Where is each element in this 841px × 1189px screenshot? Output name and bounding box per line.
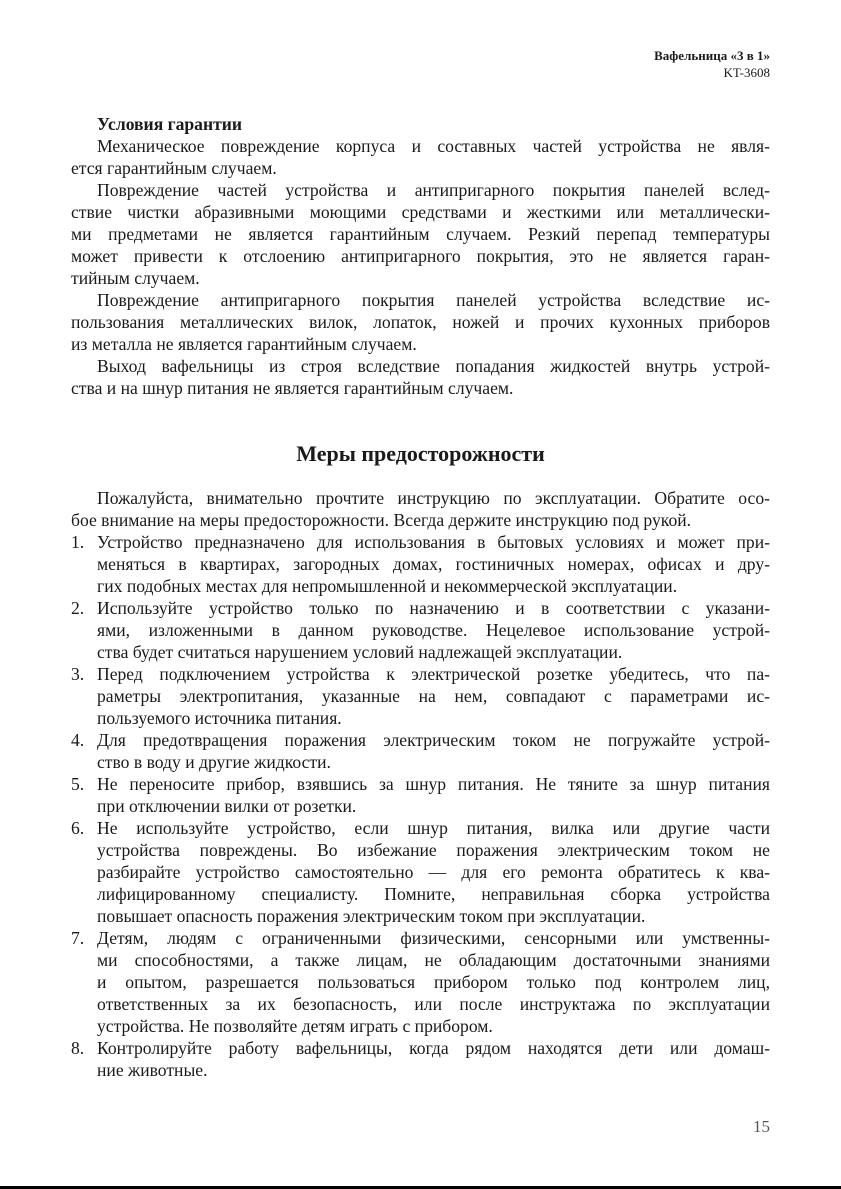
text-line: ние животные. [97,1060,208,1080]
precautions-intro [71,487,770,531]
precautions-title: Меры предосторожности [296,441,545,466]
text-line: пользуемого источника питания. [97,708,342,728]
text-line: Механическое повреждение корпуса и составных частей устройства не явля- [97,136,770,156]
precaution-item [71,927,770,1037]
text-line: лифицированному специалисту. Помните, неправильная сборка устройства [97,884,770,904]
text-line: Не переносите прибор, взявшись за шнур питания. Не тяните за шнур питания [97,774,770,794]
text-line: Детям, людям с ограниченными физическими, сенсорными или умственны- [97,928,770,948]
text-line: Выход вафельницы из строя вследствие попадания жидкостей внутрь устрой- [97,356,770,376]
warranty-paragraph [71,289,770,355]
text-line: Устройство предназначено для использования в бытовых условиях и может при- [97,532,770,552]
text-line: Не используйте устройство, если шнур питания, вилка или другие части [97,818,770,838]
precaution-item [71,817,770,927]
precautions-list [71,531,770,1081]
text-line: и опытом, разрешается пользоваться прибором только под контролем лиц, [97,972,770,992]
text-line: ями, изложенными в данном руководстве. Нецелевое использование устрой- [97,620,770,640]
text-line: ства будет считаться нарушением условий надлежащей эксплуатации. [97,642,623,662]
text-line: Контролируйте работу вафельницы, когда рядом находятся дети или домаш- [97,1038,770,1058]
text-line: ствие чистки абразивными моющими средствами и жесткими или металлически- [71,202,770,222]
text-line: Перед подключением устройства к электрической розетке убедитесь, что па- [97,664,770,684]
text-line: разбирайте устройство самостоятельно — для его ремонта обратитесь к ква- [97,862,770,882]
precaution-item [71,1037,770,1081]
text-line: ми предметами не является гарантийным случаем. Резкий перепад температуры [71,224,770,244]
item-number: 8. [71,1038,85,1058]
text-line: ми способностями, а также лицам, не обладающим достаточными знаниями [97,950,770,970]
item-number: 4. [71,730,85,750]
text-line: устройства повреждены. Во избежание поражения электрическим током не [97,840,770,860]
item-number: 5. [71,774,85,794]
text-line: бое внимание на меры предосторожности. Всегда держите инструкцию под рукой. [71,510,692,530]
precaution-item [71,531,770,597]
text-line: ответственных за их безопасность, или после инструктажа по эксплуатации [97,994,770,1014]
item-number: 6. [71,818,85,838]
text-line: при отключении вилки от розетки. [97,796,357,816]
precaution-item [71,729,770,773]
text-line: повышает опасность поражения электрическим током при эксплуатации. [97,906,646,926]
item-number: 2. [71,598,85,618]
warranty-paragraph [71,355,770,399]
text-line: пользования металлических вилок, лопаток, ножей и прочих кухонных приборов [71,312,770,332]
text-line: Повреждение частей устройства и антипригарного покрытия панелей вслед- [97,180,770,200]
precaution-item [71,597,770,663]
text-line: Используйте устройство только по назначению и в соответствии с указани- [97,598,770,618]
running-header [654,47,770,81]
item-number: 1. [71,532,85,552]
warranty-paragraph [71,135,770,179]
header-model-number: KT-3608 [723,65,770,80]
header-product-name: Вафельница «3 в 1» [654,48,770,63]
page-content [71,113,770,1081]
warranty-title: Условия гарантии [97,114,243,134]
precaution-item [71,773,770,817]
warranty-paragraph [71,179,770,289]
item-number: 7. [71,928,85,948]
text-line: Для предотвращения поражения электрическим током не погружайте устрой- [97,730,770,750]
text-line: ство в воду и другие жидкости. [97,752,331,772]
text-line: Пожалуйста, внимательно прочтите инструкцию по эксплуатации. Обратите осо- [97,488,770,508]
item-number: 3. [71,664,85,684]
page-number: 15 [753,1117,770,1136]
text-line: ется гарантийным случаем. [71,158,277,178]
text-line: из металла не является гарантийным случаем. [71,334,417,354]
precaution-item [71,663,770,729]
text-line: меняться в квартирах, загородных домах, гостиничных номерах, офисах и дру- [97,554,770,574]
text-line: тийным случаем. [71,268,200,288]
text-line: может привести к отслоению антипригарного покрытия, это не является гаран- [71,246,770,266]
text-line: гих подобных местах для непромышленной и некоммерческой эксплуатации. [97,576,678,596]
text-line: ства и на шнур питания не является гарантийным случаем. [71,378,514,398]
text-line: устройства. Не позволяйте детям играть с прибором. [97,1016,493,1036]
warranty-section [71,135,770,399]
text-line: раметры электропитания, указанные на нем, совпадают с параметрами ис- [97,686,770,706]
text-line: Повреждение антипригарного покрытия панелей устройства вследствие ис- [97,290,770,310]
